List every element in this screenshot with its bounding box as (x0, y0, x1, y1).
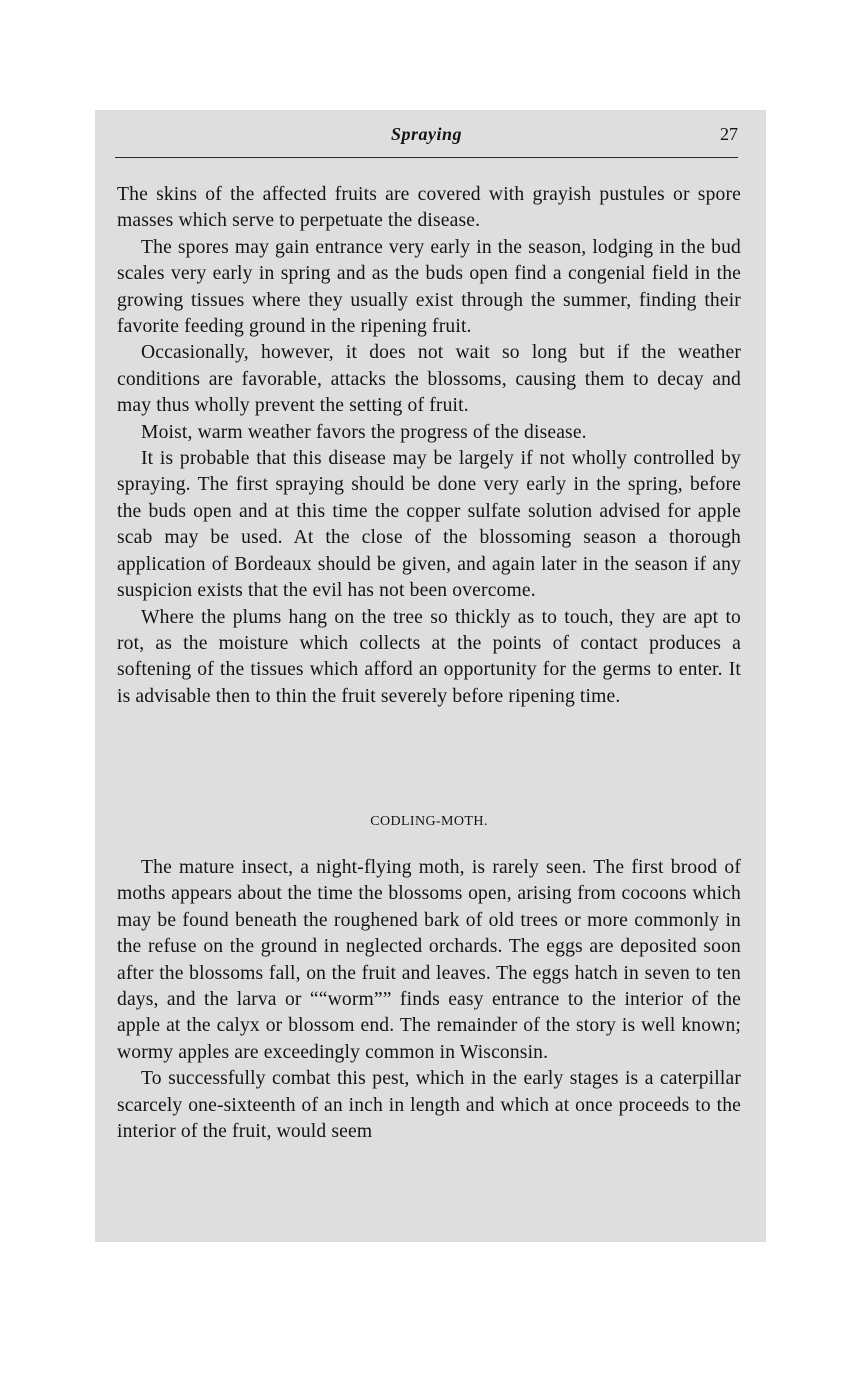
paragraph-8: To successfully combat this pest, which in the early stages is a caterpillar scarcely one-sixteenth of an inch in length and which at once proceeds to the interior of the fruit, would seem (117, 1068, 741, 1143)
paragraph-2: The spores may gain entrance very early in the season, lodging in the bud scales very early in spring and as the buds open find a congenial field in the growing tissues where they usually exist through the summer, finding their favorite feeding ground in the ripening fruit. (117, 236, 741, 338)
section-heading: CODLING-MOTH. (370, 814, 488, 829)
body-text-lower (117, 855, 741, 1145)
header-rule (115, 157, 738, 158)
paragraph-6: Where the plums hang on the tree so thickly as to touch, they are apt to rot, as the moisture which collects at the points of contact produces a softening of the tissues which afford an opportunity for the germs to enter. It is advisable then to thin the fruit severely before ripening time. (117, 606, 741, 707)
body-text-upper (117, 182, 741, 710)
page-number: 27 (720, 124, 738, 144)
running-head (115, 124, 738, 148)
running-title: Spraying (390, 124, 463, 144)
book-page (95, 110, 766, 1242)
paragraph-3: Occasionally, however, it does not wait so long but if the weather conditions are favorable, attacks the blossoms, causing them to decay and may thus wholly prevent the setting of fruit. (117, 342, 741, 417)
paragraph-5: It is probable that this disease may be largely if not wholly controlled by spraying. The first spraying should be done very early in the spring, before the buds open and at this time the copper sulfate solution advised for apple scab may be used. At the close of the blossoming season a thorough application of Bordeaux should be given, and again later in the season if any suspicion exists that the evil has not been overcome. (117, 448, 741, 602)
paragraph-7: The mature insect, a night-flying moth, is rarely seen. The first brood of moths appears about the time the blossoms open, arising from cocoons which may be found beneath the roughened bark of old trees or more commonly in the refuse on the ground in neglected orchards. The eggs are deposited soon after the blossoms fall, on the fruit and leaves. The eggs hatch in seven to ten days, and the larva or ““worm”” finds easy entrance to the interior of the apple at the calyx or blossom end. The remainder of the story is well known; wormy apples are exceedingly common in Wisconsin. (117, 857, 741, 1063)
paragraph-1: The skins of the affected fruits are covered with grayish pustules or spore masses which serve to perpetuate the disease. (117, 184, 741, 232)
paragraph-4: Moist, warm weather favors the progress of the disease. (141, 421, 587, 443)
